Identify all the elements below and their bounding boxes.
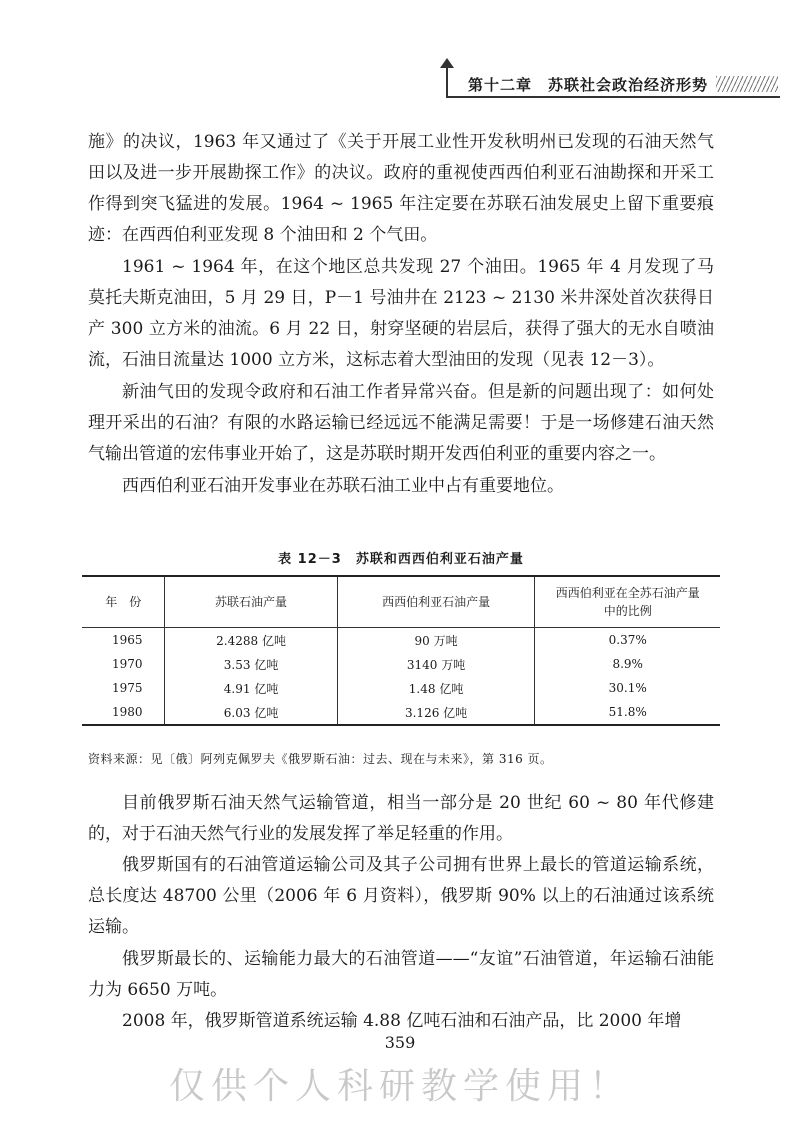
header-arrow-line <box>446 62 448 96</box>
cell-year: 1965 <box>112 633 143 647</box>
cell-share: 0.37% <box>535 628 720 653</box>
cell-ussr-output: 6.03 亿吨 <box>165 700 337 725</box>
cell-west-siberia-output: 3.126 亿吨 <box>337 700 535 725</box>
cell-share: 8.9% <box>535 652 720 676</box>
col-header-west-siberia-output: 西西伯利亚石油产量 <box>337 576 535 628</box>
paragraph-4: 西西伯利亚石油开发事业在苏联石油工业中占有重要地位。 <box>122 476 564 496</box>
cell-year: 1980 <box>82 700 165 725</box>
cell-share: 51.8% <box>535 700 720 725</box>
header-rule <box>446 96 780 98</box>
cell-west-siberia-output: 90 万吨 <box>337 628 535 653</box>
paragraph-1: 施》的决议，1963 年又通过了《关于开展工业性开发秋明州已发现的石油天然气田以及进一步开展勘探工作》的决议。政府的重视使西西伯利亚石油勘探和开采工作得到突飞猛进的发展。1964 ~ 1965 年注定要在苏联石油发展史上留下重要痕迹：在西西伯利亚发现 8 个油田和 2 个气田。 <box>88 132 714 245</box>
header-hatch-decoration <box>716 76 778 92</box>
paragraph-6: 俄罗斯国有的石油管道运输公司及其子公司拥有世界上最长的管道运输系统，总长度达 48700 公里（2006 年 6 月资料），俄罗斯 90% 以上的石油通过该系统运输。 <box>88 855 714 937</box>
cell-share: 30.1% <box>535 676 720 700</box>
cell-ussr-output: 2.4288 亿吨 <box>165 628 337 653</box>
cell-west-siberia-output: 3140 万吨 <box>337 652 535 676</box>
oil-production-table <box>82 575 720 726</box>
col-header-year: 年 份 <box>82 576 165 628</box>
cell-ussr-output: 4.91 亿吨 <box>165 676 337 700</box>
paragraph-2: 1961 ~ 1964 年，在这个地区总共发现 27 个油田。1965 年 4 月发现了马莫托夫斯克油田，5 月 29 日，P－1 号油井在 2123 ~ 2130 米井深处首次获得日产 300 立方米的油流。6 月 22 日，射穿坚硬的岩层后，获得了强大的无水自喷油流，石油日流量达 1000 立方米，这标志着大型油田的发现（见表 12－3）。 <box>88 257 714 370</box>
table-row <box>82 676 720 700</box>
table-header-row <box>82 576 720 628</box>
paragraph-5: 目前俄罗斯石油天然气运输管道，相当一部分是 20 世纪 60 ~ 80 年代修建的，对于石油天然气行业的发展发挥了举足轻重的作用。 <box>88 793 714 844</box>
table-row <box>82 700 720 725</box>
table-row <box>82 652 720 676</box>
running-header <box>440 62 780 102</box>
watermark: 仅供个人科研教学使用！ <box>168 1066 631 1107</box>
cell-ussr-output: 3.53 亿吨 <box>165 652 337 676</box>
col-header-share: 西西伯利亚在全苏石油产量中的比例 <box>535 576 720 628</box>
cell-year: 1970 <box>112 657 143 671</box>
paragraph-3: 新油气田的发现令政府和石油工作者异常兴奋。但是新的问题出现了：如何处理开采出的石油？有限的水路运输已经远远不能满足需要！于是一场修建石油天然气输出管道的宏伟事业开始了，这是苏联时期开发西伯利亚的重要内容之一。 <box>88 382 714 464</box>
cell-year: 1975 <box>112 681 143 695</box>
table-caption: 表 12－3 苏联和西西伯利亚石油产量 <box>278 552 524 567</box>
paragraph-8: 2008 年，俄罗斯管道系统运输 4.88 亿吨石油和石油产品，比 2000 年增 <box>122 1011 682 1031</box>
chapter-title: 第十二章 苏联社会政治经济形势 <box>468 76 709 94</box>
table-source-note: 资料来源：见〔俄〕阿列克佩罗夫《俄罗斯石油：过去、现在与未来》，第 316 页。 <box>88 752 553 766</box>
table-row <box>82 628 720 653</box>
paragraph-7: 俄罗斯最长的、运输能力最大的石油管道——“友谊”石油管道，年运输石油能力为 6650 万吨。 <box>88 949 714 1000</box>
col-header-ussr-output: 苏联石油产量 <box>165 576 337 628</box>
cell-west-siberia-output: 1.48 亿吨 <box>337 676 535 700</box>
page-number: 359 <box>384 1033 416 1052</box>
